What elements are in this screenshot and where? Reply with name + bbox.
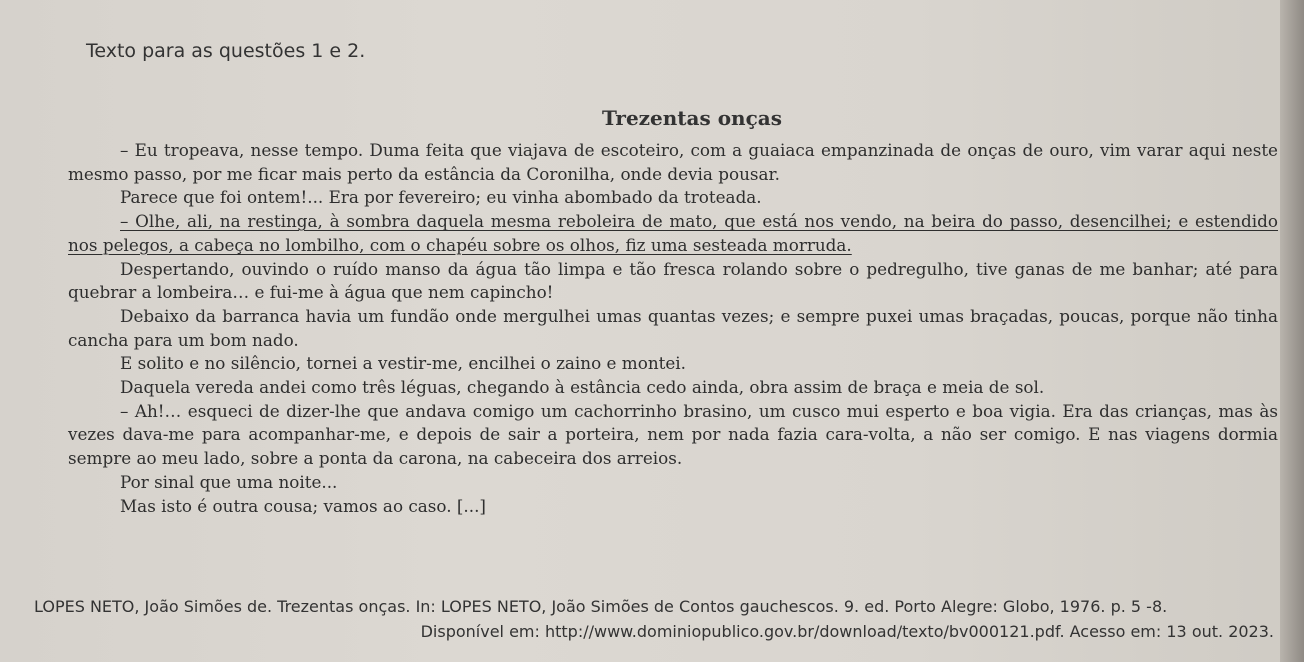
book-spine-edge [1280,0,1304,662]
paragraph: – Ah!… esqueci de dizer-lhe que andava comigo um cachorrinho brasino, um cusco mui esperto e boa vigia. Era das crianças, mas às vezes dava-me para acompanhar-me, e depois de sair a porteira, nem por nada fazia cara-volta, a não ser comigo. E nas viagens dormia sempre ao meu lado, sobre a ponta da carona, na cabeceira dos arreios. [68,400,1278,469]
paragraph: Mas isto é outra cousa; vamos ao caso. [...] [120,495,486,516]
paragraph: Por sinal que uma noite... [120,471,338,492]
questions-header: Texto para as questões 1 e 2. [86,40,366,62]
bibliographic-reference [34,594,1274,644]
paragraph: E solito e no silêncio, tornei a vestir-me, encilhei o zaino e montei. [120,353,687,374]
paragraph: Daquela vereda andei como três léguas, chegando à estância cedo ainda, obra assim de braça e meia de sol. [120,377,1045,398]
paragraph: Parece que foi ontem!... Era por fevereiro; eu vinha abombado da troteada. [120,187,762,208]
literary-text [68,139,1278,518]
reference-line-1: LOPES NETO, João Simões de. Trezentas onças. In: LOPES NETO, João Simões de Contos gauchescos. 9. ed. Porto Alegre: Globo, 1976. p. 5 -8. [34,597,1168,616]
underlined-paragraph: – Olhe, ali, na restinga, à sombra daquela mesma reboleira de mato, que está nos vendo, na beira do passo, desencilhei; e estendido nos pelegos, a cabeça no lombilho, com o chapéu sobre os olhos, fiz uma sesteada morruda. [68,211,1278,255]
text-title: Trezentas onças [601,106,782,130]
reference-line-2: Disponível em: http://www.dominiopublico.gov.br/download/texto/bv000121.pdf. Acesso em: 13 out. 2023. [420,622,1274,641]
paragraph: Despertando, ouvindo o ruído manso da água tão limpa e tão fresca rolando sobre o pedregulho, tive ganas de me banhar; até para quebrar a lombeira… e fui-me à água que nem capincho! [68,258,1278,303]
paragraph: – Eu tropeava, nesse tempo. Duma feita que viajava de escoteiro, com a guaiaca empanzinada de onças de ouro, vim varar aqui neste mesmo passo, por me ficar mais perto da estância da Coronilha, onde devia pousar. [68,140,1278,184]
paragraph: Debaixo da barranca havia um fundão onde mergulhei umas quantas vezes; e sempre puxei umas braçadas, poucas, porque não tinha cancha para um bom nado. [68,305,1278,350]
